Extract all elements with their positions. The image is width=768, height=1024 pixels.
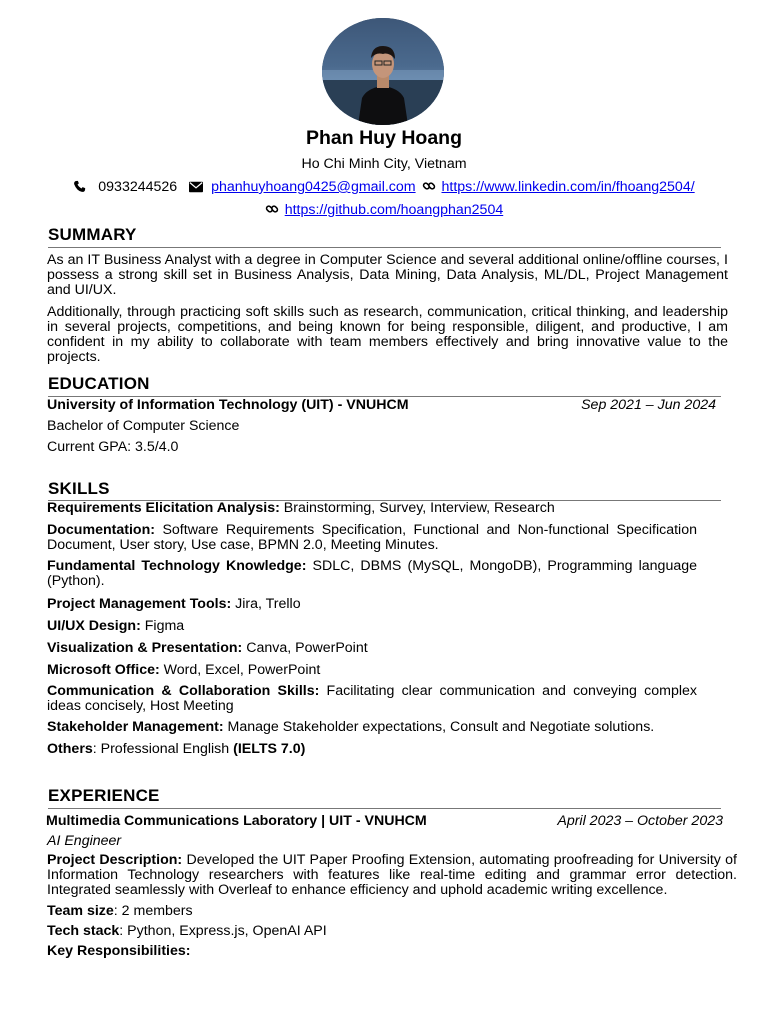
skill-item: UI/UX Design: Figma [47, 618, 185, 634]
link-icon [422, 179, 436, 197]
candidate-name: Phan Huy Hoang [305, 127, 462, 149]
link-icon [265, 202, 279, 220]
skill-item: Requirements Elicitation Analysis: Brainstorming, Survey, Interview, Research [47, 500, 555, 516]
education-degree: Bachelor of Computer Science [47, 418, 240, 434]
education-heading: EDUCATION [48, 374, 150, 393]
skill-item: Communication & Collaboration Skills: Facilitating clear communication and conveying complex ideas concisely, Host Meeting [47, 683, 697, 714]
skill-item: Others: Professional English (IELTS 7.0) [47, 741, 306, 757]
experience-dates: April 2023 – October 2023 [557, 813, 723, 829]
experience-description: Project Description: Developed the UIT Paper Proofing Extension, automating proofreading for University of Information Technology researchers with features like real-time editing and grammar error detection. Integrated seamlessly with Overleaf to enhance efficiency and uphold academic writing excellence. [47, 852, 738, 898]
summary-paragraph-2: Additionally, through practicing soft skills such as research, communication, critical thinking, and leadership in several projects, competitions, and being known for being responsible, diligent, and productive, I am confident in my ability to collaborate with team members effectively and bring innovative value to the projects. [47, 304, 728, 365]
phone-icon [73, 180, 86, 197]
education-dates: Sep 2021 – Jun 2024 [581, 397, 716, 413]
experience-role: AI Engineer [47, 833, 122, 849]
profile-photo [322, 18, 444, 125]
skills-heading: SKILLS [48, 479, 110, 498]
experience-tech-stack: Tech stack: Python, Express.js, OpenAI API [47, 923, 327, 939]
candidate-location: Ho Chi Minh City, Vietnam [301, 156, 467, 172]
section-divider [48, 808, 721, 809]
skill-item: Documentation: Software Requirements Specification, Functional and Non-functional Specification Document, User story, Use case, BPMN 2.0, Meeting Minutes. [47, 522, 697, 553]
experience-heading: EXPERIENCE [48, 786, 160, 805]
contact-row-github [0, 202, 768, 220]
skill-item: Visualization & Presentation: Canva, PowerPoint [47, 640, 368, 656]
section-divider [48, 247, 721, 248]
summary-paragraph-1: As an IT Business Analyst with a degree in Computer Science and several additional online/offline courses, I possess a strong skill set in Business Analysis, Data Mining, Data Analysis, ML/DL, Project Management and UI/UX. [47, 252, 728, 298]
summary-heading: SUMMARY [48, 225, 137, 244]
experience-organization: Multimedia Communications Laboratory | UIT - VNUHCM [46, 813, 427, 829]
profile-photo-image [322, 18, 444, 125]
linkedin-link[interactable]: https://www.linkedin.com/in/fhoang2504/ [441, 179, 695, 195]
education-gpa: Current GPA: 3.5/4.0 [47, 439, 179, 455]
email-icon [189, 181, 203, 197]
skill-item: Fundamental Technology Knowledge: SDLC, DBMS (MySQL, MongoDB), Programming language (Python). [47, 558, 697, 589]
experience-team-size: Team size: 2 members [47, 903, 193, 919]
skill-item: Stakeholder Management: Manage Stakeholder expectations, Consult and Negotiate solutions. [47, 719, 655, 735]
github-link[interactable]: https://github.com/hoangphan2504 [284, 202, 504, 218]
education-school: University of Information Technology (UIT) - VNUHCM [47, 397, 409, 413]
skill-item: Project Management Tools: Jira, Trello [47, 596, 301, 612]
phone-number: 0933244526 [98, 179, 178, 195]
skill-item: Microsoft Office: Word, Excel, PowerPoint [47, 662, 321, 678]
email-link[interactable]: phanhuyhoang0425@gmail.com [211, 179, 416, 195]
experience-responsibilities-label: Key Responsibilities: [47, 943, 191, 959]
contact-row [0, 179, 768, 197]
